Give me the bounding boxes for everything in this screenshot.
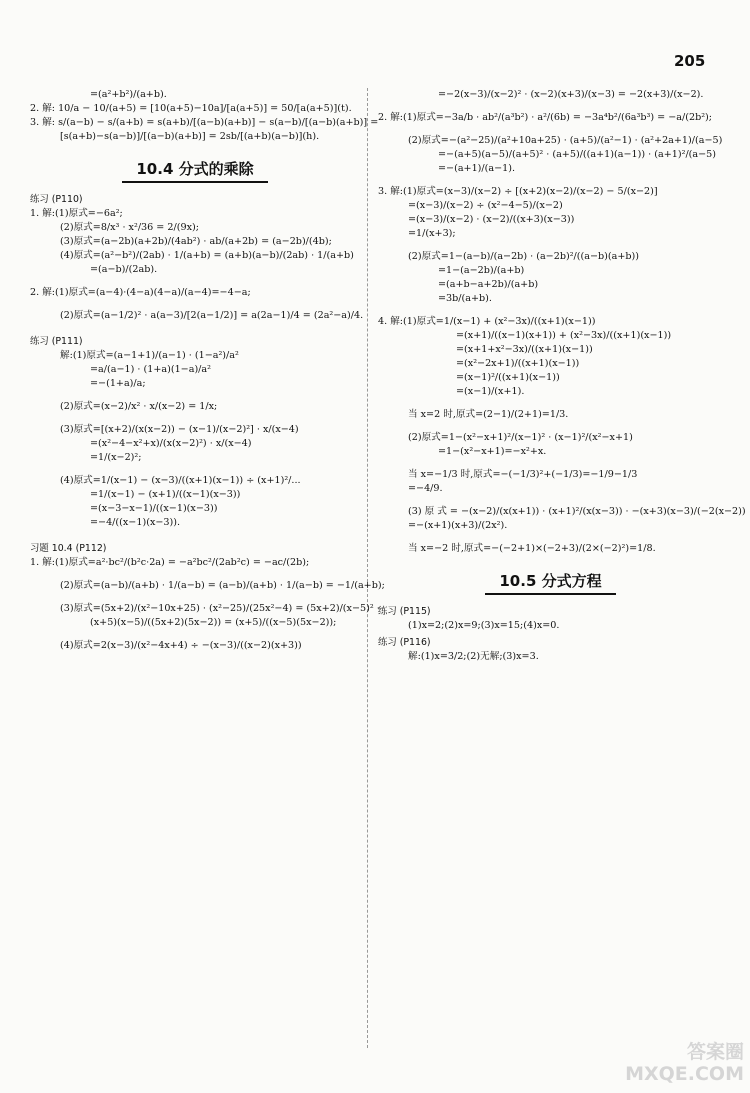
answer-line: =(a²+b²)/(a+b). — [90, 89, 167, 100]
section-title-10-4 — [30, 158, 360, 183]
answer-line: =3b/(a+b). — [438, 293, 492, 304]
answer-line: (4)原式=(a²−b²)/(2ab) · 1/(a+b) = (a+b)(a−b)/(2ab) · 1/(a+b) — [60, 250, 354, 261]
answer-line: 当 x=−1/3 时,原式=−(−1/3)²+(−1/3)=−1/9−1/3 — [408, 469, 638, 480]
answer-line: =1−(x²−x+1)=−x²+x. — [438, 446, 547, 457]
answer-line: =1/(x−1) − (x+1)/((x−1)(x−3)) — [90, 489, 241, 500]
exercise-heading: 练习 (P111) — [30, 336, 83, 347]
answer-line: 当 x=−2 时,原式=−(−2+1)×(−2+3)/(2×(−2)²)=1/8. — [408, 543, 656, 554]
answer-line: (2)原式=1−(a−b)/(a−2b) · (a−2b)²/((a−b)(a+b)) — [408, 251, 640, 262]
answer-line: =(x+1)/((x−1)(x+1)) + (x²−3x)/((x+1)(x−1)) — [456, 330, 672, 341]
section-title-text: 10.4 分式的乘除 — [122, 158, 267, 183]
answer-line: 解:(1)原式=(a−1+1)/(a−1) · (1−a²)/a² — [60, 350, 239, 361]
answer-line: 2. 解:(1)原式=−3a/b · ab²/(a³b²) · a²/(6b) = −3a⁴b²/(6a³b³) = −a/(2b²); — [378, 112, 713, 123]
answer-line: (2)原式=−(a²−25)/(a²+10a+25) · (a+5)/(a²−1) · (a²+2a+1)/(a−5) — [408, 135, 723, 146]
answer-line: (4)原式=1/(x−1) − (x−3)/((x+1)(x−1)) ÷ (x+1)²/... — [60, 475, 301, 486]
answer-line: =a/(a−1) · (1+a)(1−a)/a² — [90, 364, 211, 375]
answer-line: =(a−b)/(2ab). — [90, 264, 158, 275]
answer-line: (2)原式=8/x³ · x²/36 = 2/(9x); — [60, 222, 199, 233]
answer-line: =(x−3)/(x−2) ÷ (x²−4−5)/(x−2) — [408, 200, 563, 211]
left-column — [30, 88, 385, 653]
answer-line: (4)原式=2(x−3)/(x²−4x+4) ÷ −(x−3)/((x−2)(x+3)) — [60, 640, 302, 651]
answer-line: =(x²−2x+1)/((x+1)(x−1)) — [456, 358, 580, 369]
answer-line: (3)原式=(5x+2)/(x²−10x+25) · (x²−25)/(25x²−4) = (5x+2)/(x−5)² · — [60, 603, 380, 614]
answer-line: (1)x=2;(2)x=9;(3)x=15;(4)x=0. — [408, 620, 560, 631]
watermark-logo — [625, 1041, 744, 1085]
answer-line: =−4/((x−1)(x−3)). — [90, 517, 181, 528]
answer-line: (x+5)(x−5)/((5x+2)(5x−2)) = (x+5)/((x−5)(5x−2)); — [90, 617, 337, 628]
answer-line: =−(a+1)/(a−1). — [438, 163, 516, 174]
answer-line: 当 x=2 时,原式=(2−1)/(2+1)=1/3. — [408, 409, 569, 420]
answer-line: 1. 解:(1)原式=a²·bc²/(b²c·2a) = −a²bc²/(2ab²c) = −ac/(2b); — [30, 557, 310, 568]
answer-line: 3. 解:(1)原式=(x−3)/(x−2) ÷ [(x+2)(x−2)/(x−2) − 5/(x−2)] — [378, 186, 658, 197]
answer-line: 1. 解:(1)原式=−6a²; — [30, 208, 123, 219]
watermark-text: 答案圈 — [686, 1041, 744, 1063]
exercise-heading: 练习 (P115) — [378, 606, 431, 617]
answer-line: (2)原式=(a−1/2)² · a(a−3)/[2(a−1/2)] = a(2a−1)/4 = (2a²−a)/4. — [60, 310, 364, 321]
answer-line: =(x+1+x²−3x)/((x+1)(x−1)) — [456, 344, 593, 355]
answer-line: =(a+b−a+2b)/(a+b) — [438, 279, 539, 290]
answer-line: (2)原式=1−(x²−x+1)²/(x−1)² · (x−1)²/(x²−x+1) — [408, 432, 633, 443]
answer-line: =−(x+1)(x+3)/(2x²). — [408, 520, 508, 531]
answer-line: 解:(1)x=3/2;(2)无解;(3)x=3. — [408, 651, 539, 662]
watermark-url: MXQE.COM — [625, 1063, 744, 1085]
answer-line: (3)原式=(a−2b)(a+2b)/(4ab²) · ab/(a+2b) = (a−2b)/(4b); — [60, 236, 332, 247]
answer-line: =1−(a−2b)/(a+b) — [438, 265, 525, 276]
answer-line: =1/(x+3); — [408, 228, 456, 239]
answer-line: =(x²−4−x²+x)/(x(x−2)²) · x/(x−4) — [90, 438, 252, 449]
answer-line: 2. 解:(1)原式=(a−4)·(4−a)(4−a)/(a−4)=−4−a; — [30, 287, 251, 298]
section-title-text: 10.5 分式方程 — [485, 570, 615, 595]
answer-line: =−(1+a)/a; — [90, 378, 146, 389]
answer-line: =(x−1)²/((x+1)(x−1)) — [456, 372, 560, 383]
answer-line: 4. 解:(1)原式=1/(x−1) + (x²−3x)/((x+1)(x−1)) — [378, 316, 596, 327]
answer-line: (2)原式=(a−b)/(a+b) · 1/(a−b) = (a−b)/(a+b) · 1/(a−b) = −1/(a+b); — [60, 580, 385, 591]
answer-line: =(x−1)/(x+1). — [456, 386, 525, 397]
exercise-heading: 练习 (P116) — [378, 637, 431, 648]
answer-line: 2. 解: 10/a − 10/(a+5) = [10(a+5)−10a]/[a(a+5)] = 50/[a(a+5)](t). — [30, 103, 352, 114]
answer-line: (2)原式=(x−2)/x² · x/(x−2) = 1/x; — [60, 401, 218, 412]
answer-line: =1/(x−2)²; — [90, 452, 142, 463]
answer-line: =−2(x−3)/(x−2)² · (x−2)(x+3)/(x−3) = −2(x+3)/(x−2). — [438, 89, 704, 100]
page-number: 205 — [674, 52, 706, 70]
exercise-heading: 习题 10.4 (P112) — [30, 543, 107, 554]
answer-line: =(x−3−x−1)/((x−1)(x−3)) — [90, 503, 218, 514]
answer-line: (3)原式=[(x+2)/(x(x−2)) − (x−1)/(x−2)²] · x/(x−4) — [60, 424, 299, 435]
answer-line: 3. 解: s/(a−b) − s/(a+b) = s(a+b)/[(a−b)(a+b)] − s(a−b)/[(a−b)(a+b)] = — [30, 117, 379, 128]
exercise-heading: 练习 (P110) — [30, 194, 83, 205]
answer-line: =−4/9. — [408, 483, 443, 494]
column-divider — [367, 88, 368, 1048]
section-title-10-5 — [378, 570, 723, 595]
answer-line: (3) 原 式 = −(x−2)/(x(x+1)) · (x+1)²/(x(x−3)) · −(x+3)(x−3)/(−2(x−2)) — [408, 506, 746, 517]
answer-line: =−(a+5)(a−5)/(a+5)² · (a+5)/((a+1)(a−1)) · (a+1)²/(a−5) — [438, 149, 717, 160]
answer-line: =(x−3)/(x−2) · (x−2)/((x+3)(x−3)) — [408, 214, 575, 225]
answer-line: [s(a+b)−s(a−b)]/[(a−b)(a+b)] = 2sb/[(a+b)(a−b)](h). — [60, 131, 320, 142]
right-column — [378, 88, 746, 664]
